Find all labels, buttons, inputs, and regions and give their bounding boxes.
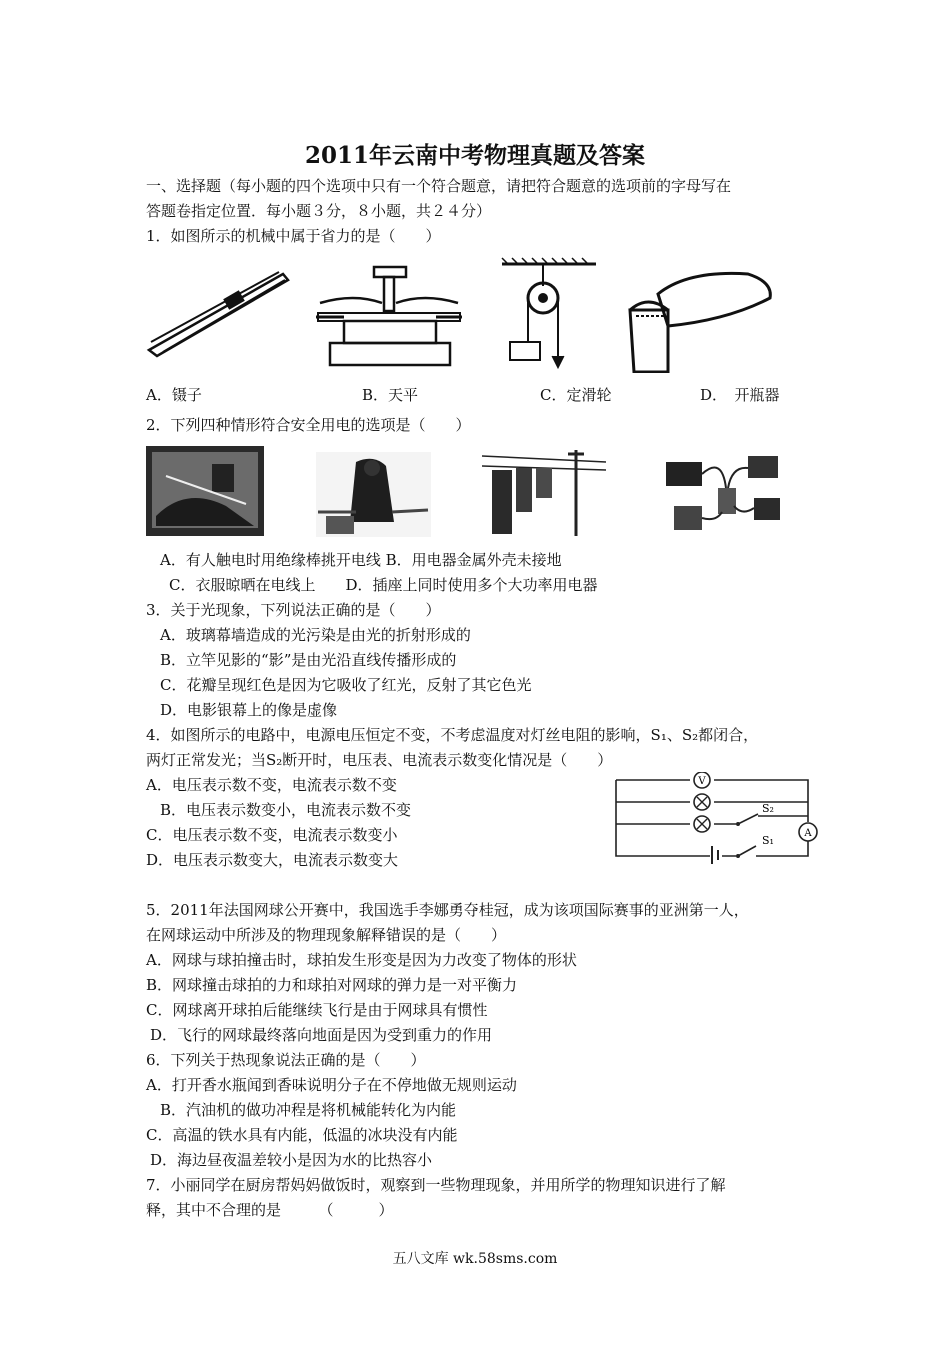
overloaded-socket-photo bbox=[662, 446, 790, 536]
section-heading-line2: 答题卷指定位置．每小题３分，８小题，共２４分） bbox=[146, 202, 492, 220]
footer-watermark: 五八文库 wk.58sms.com bbox=[392, 1251, 558, 1267]
q2-options-line1: A．有人触电时用绝缘棒挑开电线 B．用电器金属外壳未接地 bbox=[160, 551, 562, 569]
q1-option-d: D． 开瓶器 bbox=[700, 386, 780, 404]
q4-stem-line1: 4．如图所示的电路中，电源电压恒定不变，不考虑温度对灯丝电阻的影响，S₁、S₂都闭合， bbox=[146, 726, 759, 744]
metal-case-photo bbox=[316, 452, 431, 537]
clothes-on-wire-photo bbox=[480, 448, 608, 538]
q4-option-b: B．电压表示数变小，电流表示数不变 bbox=[160, 801, 412, 819]
ammeter-label: A bbox=[804, 828, 812, 839]
q5-stem-line1: 5．2011年法国网球公开赛中，我国选手李娜勇夺桂冠，成为该项国际赛事的亚洲第一人， bbox=[146, 901, 749, 919]
q4-option-a: A．电压表示数不变，电流表示数不变 bbox=[146, 776, 397, 794]
q7-stem-line2: 释，其中不合理的是 （ ） bbox=[146, 1201, 394, 1219]
page-title: 2011年云南中考物理真题及答案 bbox=[304, 142, 645, 169]
q5-stem-line2: 在网球运动中所涉及的物理现象解释错误的是（ ） bbox=[146, 926, 507, 944]
q1-option-b: B．天平 bbox=[362, 386, 419, 404]
s1-label: S₁ bbox=[762, 834, 774, 847]
q6-stem: 6．下列关于热现象说法正确的是（ ） bbox=[146, 1051, 426, 1069]
q3-option-b: B．立竿见影的“影”是由光沿直线传播形成的 bbox=[160, 651, 457, 669]
q5-option-a: A．网球与球拍撞击时，球拍发生形变是因为力改变了物体的形状 bbox=[146, 951, 577, 969]
q6-option-b: B．汽油机的做功冲程是将机械能转化为内能 bbox=[160, 1101, 457, 1119]
q7-stem-line1: 7．小丽同学在厨房帮妈妈做饭时，观察到一些物理现象，并用所学的物理知识进行了解 bbox=[146, 1176, 726, 1194]
s2-label: S₂ bbox=[762, 802, 774, 815]
tweezers-figure bbox=[145, 268, 290, 358]
q2-options-line2: C．衣服晾晒在电线上 D．插座上同时使用多个大功率用电器 bbox=[169, 576, 598, 594]
balance-figure bbox=[314, 263, 464, 373]
bottle-opener-figure bbox=[628, 268, 778, 373]
q4-stem-line2: 两灯正常发光；当S₂断开时，电压表、电流表示数变化情况是（ ） bbox=[146, 751, 613, 769]
q4-option-d: D．电压表示数变大，电流表示数变大 bbox=[146, 851, 399, 869]
q3-stem: 3．关于光现象，下列说法正确的是（ ） bbox=[146, 601, 441, 619]
q3-option-a: A．玻璃幕墙造成的光污染是由光的折射形成的 bbox=[160, 626, 471, 644]
q6-option-a: A．打开香水瓶闻到香味说明分子在不停地做无规则运动 bbox=[146, 1076, 517, 1094]
q5-option-d: D．飞行的网球最终落向地面是因为受到重力的作用 bbox=[150, 1026, 493, 1044]
q1-option-a: A．镊子 bbox=[146, 386, 202, 404]
voltmeter-label: V bbox=[698, 776, 706, 787]
q2-stem: 2．下列四种情形符合安全用电的选项是（ ） bbox=[146, 416, 471, 434]
section-heading-line1: 一、选择题（每小题的四个选项中只有一个符合题意，请把符合题意的选项前的字母写在 bbox=[146, 177, 732, 195]
q1-option-c: C．定滑轮 bbox=[540, 386, 612, 404]
q4-option-c: C．电压表示数不变，电流表示数变小 bbox=[146, 826, 398, 844]
insulated-rod-photo bbox=[146, 446, 264, 536]
circuit-diagram bbox=[612, 772, 828, 864]
fixed-pulley-figure bbox=[500, 256, 600, 376]
q6-option-c: C．高温的铁水具有内能，低温的冰块没有内能 bbox=[146, 1126, 458, 1144]
q5-option-c: C．网球离开球拍后能继续飞行是由于网球具有惯性 bbox=[146, 1001, 488, 1019]
q3-option-d: D．电影银幕上的像是虚像 bbox=[160, 701, 338, 719]
q1-stem: 1．如图所示的机械中属于省力的是（ ） bbox=[146, 227, 441, 245]
q5-option-b: B．网球撞击球拍的力和球拍对网球的弹力是一对平衡力 bbox=[146, 976, 518, 994]
q6-option-d: D．海边昼夜温差较小是因为水的比热容小 bbox=[150, 1151, 433, 1169]
q3-option-c: C．花瓣呈现红色是因为它吸收了红光，反射了其它色光 bbox=[160, 676, 532, 694]
